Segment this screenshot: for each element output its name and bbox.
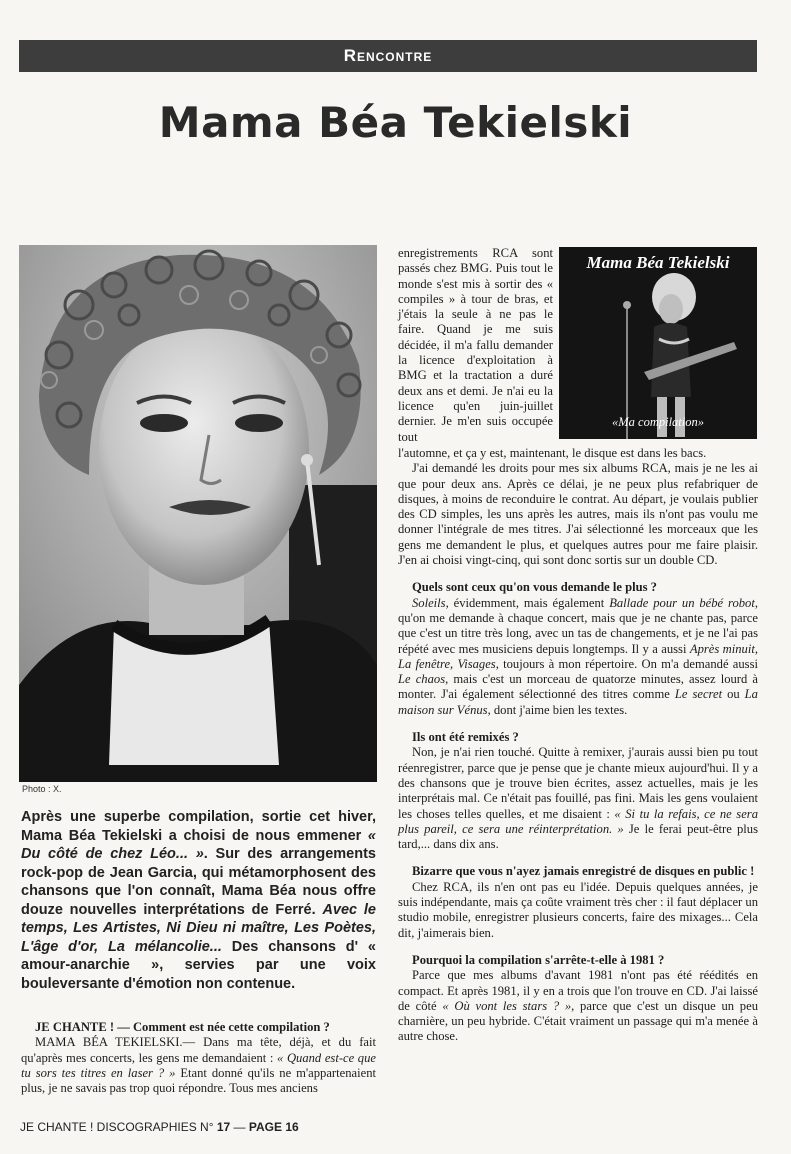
answer-3-t1: Non, je n'ai rien touché. Quitte à remixer, j'aurais aussi bien pu tout réenregistrer, parce que je pense que je chante mieux aujourd'hui. Il y a des chansons que je trouve bien écrites, assez actuelles, mais je les interprétais mal. Ce n'était pas fouillé, pas fini. Mais les gens voulaient les choses telles quelles, et me disaient :: [398, 745, 758, 821]
answer-1-quote: « Quand est-ce que tu sors tes titres en laser ? »: [21, 1050, 376, 1080]
question-4: Bizarre que vous n'ayez jamais enregistré de disques en public !: [412, 864, 755, 879]
intro-text-2: . Sur des arrangements rock-pop de Jean Garcia, qui métamorphosent des chansons que l'on connaît, Mama Béa nous offre douze nouvelles interprétations de Ferré.: [21, 846, 376, 918]
intro-song-titles: Avec le temps, Les Artistes, Ni Dieu ni maître, Les Poètes, L'âge d'or, La mélancolie...: [21, 901, 376, 955]
portrait-illustration: [19, 245, 377, 782]
answer-2-t2: , qu'on me demande à chaque concert, mais que je ne chante pas, parce que c'est un titre très long, avec un tas de changements, et je ne l'ai pas répété avec mes musiciens depuis longtemps. Il y a aussi: [398, 595, 759, 656]
answer-1-paragraph-2: J'ai demandé les droits pour mes six albums RCA, mais je ne les ai que pour deux ans. Après ce délai, je ne peux plus refabriquer de disques, à moins de reconduire le contrat. Au départ, je voulais publier des CD simples, les uns après les autres, mais ils n'ont pas voulu me donner l'intégrale de mes titres. J'ai sélectionné les morceaux que les gens me demandent le plus, et quelques autres pour me faire plaisir. J'en ai choisi vingt-cinq, qui sont donc sortis sur un double CD.: [398, 461, 758, 568]
answer-1-continued: [398, 246, 553, 445]
question-2: Quels sont ceux qu'on vous demande le plus ?: [412, 580, 657, 595]
intro-quote: « Du côté de chez Léo... »: [21, 827, 376, 862]
qa-block-3: [398, 730, 758, 852]
answer-5-quote: « Où vont les stars ? »: [442, 998, 572, 1013]
left-column: [21, 1020, 376, 1096]
page-footer: [20, 1120, 299, 1134]
song-le-chaos: Le chaos: [398, 672, 446, 687]
answer-5-t1: Parce que mes albums d'avant 1981 n'ont pas été réédités en compact. Et après 1981, il y en a trois que l'on trouve en CD. J'ai laissé de côté: [398, 968, 758, 1013]
qa-block-4: [398, 864, 758, 940]
answer-4: [398, 880, 758, 941]
answer-2-t5: ou: [722, 687, 745, 702]
article-title: Mama Béa Tekielski: [158, 98, 633, 147]
question-3: Ils ont été remixés ?: [412, 730, 519, 745]
answer-3-quote: « Si tu la refais, ce ne sera plus pareil, ce sera une réinterprétation. »: [398, 806, 758, 836]
song-la-maison: La maison sur Vénus: [398, 687, 758, 717]
photo-credit: Photo : X.: [22, 784, 62, 794]
right-column: [398, 446, 758, 1045]
right-top-column: [398, 246, 553, 445]
banner-label: Rencontre: [343, 46, 433, 65]
album-title: Mama Béa Tekielski: [586, 253, 730, 272]
album-subtitle: «Ma compilation»: [611, 415, 704, 429]
answer-1: [21, 1035, 376, 1096]
answer-1-cont2: l'automne, et ça y est, maintenant, le disque est dans les bacs.: [398, 446, 707, 460]
qa-block-5: [398, 953, 758, 1045]
answer-2: [398, 596, 758, 718]
song-ballade: Ballade pour un bébé robot: [609, 595, 755, 610]
footer-publication: JE CHANTE ! DISCOGRAPHIES N°: [20, 1120, 214, 1134]
intro-text-1: Après une superbe compilation, sortie cet hiver, Mama Béa Tekielski a choisi de nous emmener: [21, 809, 376, 844]
qa-block-2: [398, 580, 758, 718]
question-5: Pourquoi la compilation s'arrête-t-elle à 1981 ?: [412, 952, 665, 967]
songs-apres-minuit: Après minuit, La fenêtre, Visages: [398, 641, 759, 671]
answer-1-text-end: Etant donné qu'ils ne m'appartenaient plus, je ne savais pas trop quoi répondre. Tous mes anciens: [21, 1065, 376, 1096]
album-cover-illustration: [559, 247, 757, 439]
footer-issue: 17: [216, 1120, 231, 1134]
intro-text-3: Des chansons d' « amour-anarchie », servies par une voix bouleversante d'émotion non contenue.: [21, 938, 376, 992]
footer-page: PAGE 16: [248, 1120, 299, 1134]
footer-sep: —: [230, 1120, 249, 1134]
answer-1-cont-text: enregistrements RCA sont passés chez BMG. Puis tout le monde s'est mis à sortir des « compiles » à tour de bras, et j'étais la seule à ne pas le faire. Quand je me suis décidée, il m'a fallu demander la licence d'exploitation à BMG et la tractation a duré deux ans et demi. Je n'ai eu la licence qu'en juin-juillet dernier. Je m'en suis occupée tout: [398, 246, 553, 444]
answer-2-t4: , mais c'est un morceau de quatorze minutes, assez lourd à monter. J'ai également sélectionné des titres comme: [398, 672, 758, 702]
answer-5-t2: , parce que c'est un disque un peu charnière, un peu hybride. C'était vraiment un passage qui m'a menée à autre chose.: [398, 998, 758, 1044]
portrait-photo: [19, 245, 377, 782]
answer-2-t3: , toujours à mon répertoire. On m'a demandé aussi: [495, 656, 758, 671]
answer-5: [398, 968, 758, 1044]
song-le-secret: Le secret: [674, 687, 723, 702]
answer-3-t2: Je le ferai peut-être plus tard,... dans dix ans.: [398, 821, 758, 852]
question-1: JE CHANTE ! — Comment est née cette compilation ?: [35, 1020, 330, 1034]
answer-3: [398, 745, 758, 852]
answer-4-t1: Chez RCA, ils n'en ont pas eu l'idée. Depuis quelques années, je suis indépendante, mais ça coûte vraiment très cher : il faut déplacer un studio mobile, enregistrer plusieurs concerts, faire des mixages... Cela dit, j'aimerais bien.: [398, 879, 758, 940]
answer-1-text: MAMA BÉA TEKIELSKI.— Dans ma tête, déjà, et du fait qu'après mes concerts, les gens me demandaient :: [21, 1035, 376, 1065]
album-cover: [559, 247, 757, 439]
answer-2-t1: , évidemment, mais également: [445, 595, 610, 610]
article-intro: [21, 808, 376, 993]
song-soleils: Soleils: [412, 595, 446, 610]
answer-2-t6: , dont j'aime bien les textes.: [487, 702, 628, 717]
section-banner: [19, 40, 757, 72]
answer-1-tail: [398, 446, 758, 568]
